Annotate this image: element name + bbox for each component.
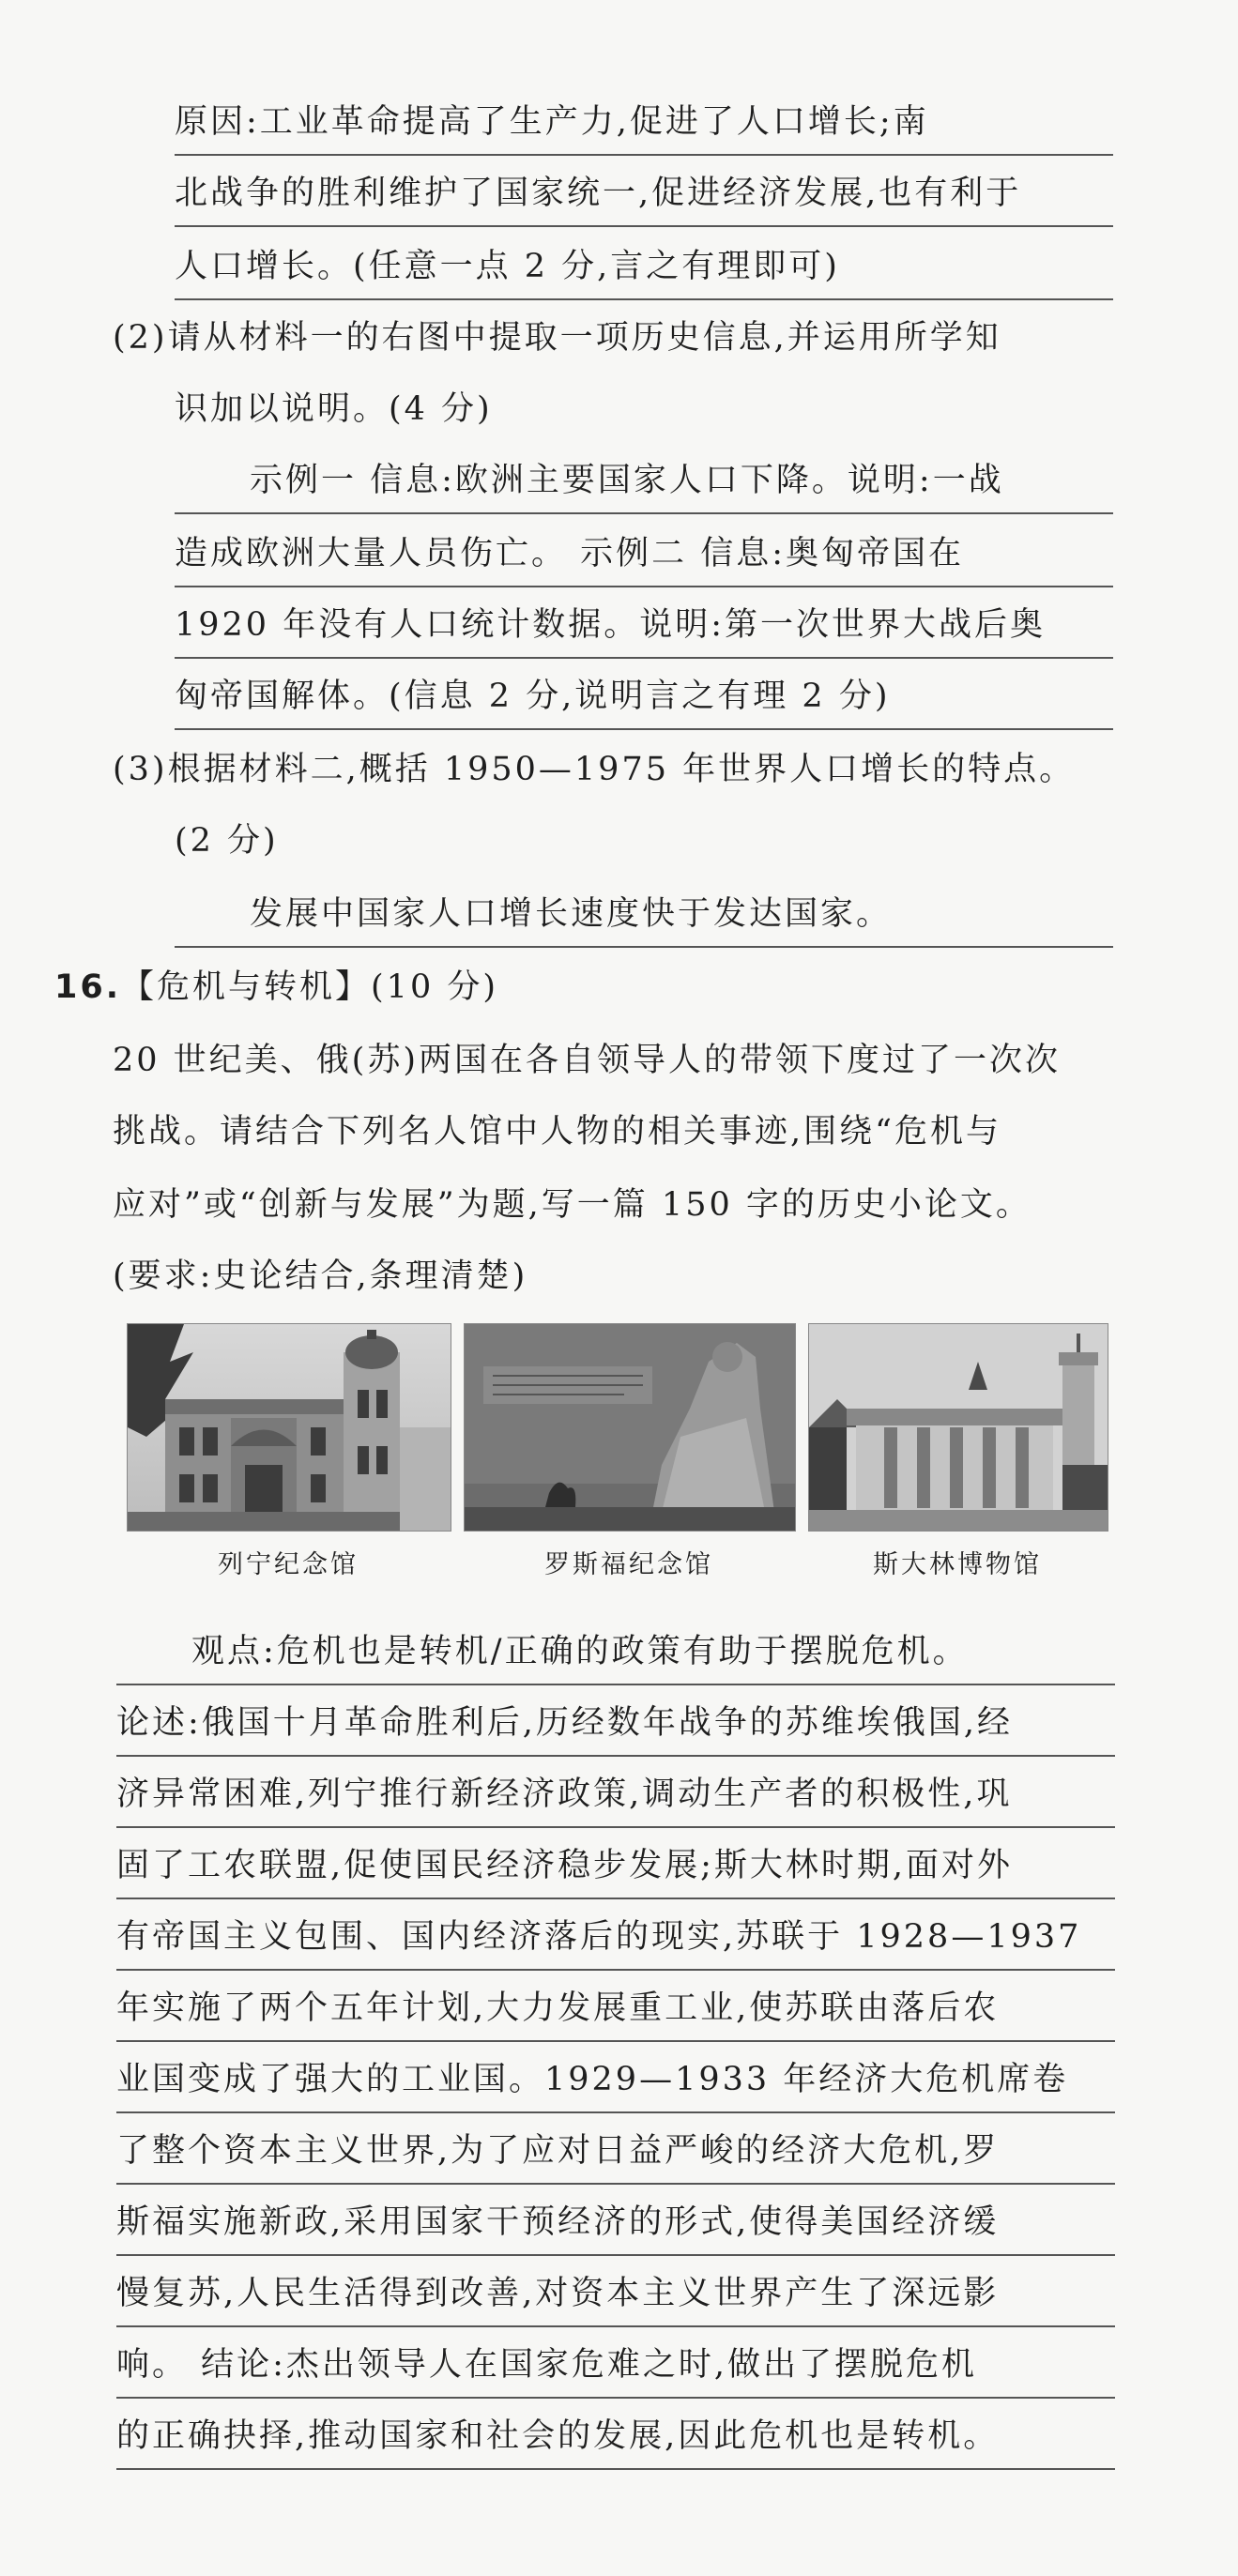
caption-roosevelt-memorial: 罗斯福纪念馆	[544, 1550, 713, 1579]
q16-answer-line-4: 固了工农联盟,促使国民经济稳步发展;斯大林时期,面对外	[116, 1837, 1115, 1899]
caption-lenin-memorial: 列宁纪念馆	[218, 1550, 359, 1579]
q16-answer-line-7: 业国变成了强大的工业国。1929—1933 年经济大危机席卷	[116, 2051, 1115, 2113]
q16-answer-line-5: 有帝国主义包围、国内经济落后的现实,苏联于 1928—1937	[116, 1909, 1115, 1971]
memorial-photos	[123, 1323, 1108, 1595]
lenin-memorial-photo	[127, 1323, 451, 1532]
q16-number: 16.	[54, 968, 122, 1006]
q15-2-answer-line-2: 造成欧洲大量人员伤亡。 示例二 信息:奥匈帝国在	[175, 526, 1113, 587]
q16-answer-line-9: 斯福实施新政,采用国家干预经济的形式,使得美国经济缓	[116, 2194, 1115, 2256]
q16-stem-line-3: 应对”或“创新与发展”为题,写一篇 150 字的历史小论文。	[113, 1186, 1032, 1224]
q16-title: 【危机与转机】	[121, 968, 372, 1006]
q16-answer-line-6: 年实施了两个五年计划,大力发展重工业,使苏联由落后农	[116, 1980, 1115, 2042]
q15-3-stem-line-1: (3)根据材料二,概括 1950—1975 年世界人口增长的特点。	[113, 751, 1076, 788]
q15-reason-line-2: 北战争的胜利维护了国家统一,促进经济发展,也有利于	[175, 165, 1113, 227]
q16-score: (10 分)	[371, 968, 499, 1006]
q15-reason-line-3: 人口增长。(任意一点 2 分,言之有理即可)	[175, 238, 1113, 300]
q15-2-answer-line-4: 匈帝国解体。(信息 2 分,说明言之有理 2 分)	[175, 668, 1113, 730]
q15-2-stem-line-1: (2)请从材料一的右图中提取一项历史信息,并运用所学知	[113, 319, 1001, 357]
q15-3-answer: 发展中国家人口增长速度快于发达国家。	[175, 886, 1113, 948]
roosevelt-memorial-photo	[464, 1323, 796, 1532]
q15-2-stem-line-2: 识加以说明。(4 分)	[175, 390, 493, 428]
q15-2-answer-line-3: 1920 年没有人口统计数据。说明:第一次世界大战后奥	[175, 597, 1113, 659]
q15-2-answer-line-1: 示例一 信息:欧洲主要国家人口下降。说明:一战	[175, 452, 1113, 514]
q16-answer-line-1: 观点:危机也是转机/正确的政策有助于摆脱危机。	[116, 1623, 1115, 1685]
q16-header	[54, 959, 498, 1019]
q16-stem-line-4: (要求:史论结合,条理清楚)	[113, 1258, 528, 1295]
q16-answer-line-10: 慢复苏,人民生活得到改善,对资本主义世界产生了深远影	[116, 2265, 1115, 2327]
q16-answer-line-11: 响。 结论:杰出领导人在国家危难之时,做出了摆脱危机	[116, 2337, 1115, 2399]
q15-3-stem-line-2: (2 分)	[175, 822, 279, 860]
q16-answer-line-3: 济异常困难,列宁推行新经济政策,调动生产者的积极性,巩	[116, 1766, 1115, 1828]
q16-answer-line-2: 论述:俄国十月革命胜利后,历经数年战争的苏维埃俄国,经	[116, 1695, 1115, 1757]
q15-reason-line-1: 原因:工业革命提高了生产力,促进了人口增长;南	[175, 94, 1113, 156]
q16-stem-line-2: 挑战。请结合下列名人馆中人物的相关事迹,围绕“危机与	[113, 1113, 1002, 1151]
stalin-museum-photo	[808, 1323, 1108, 1532]
caption-stalin-museum: 斯大林博物馆	[873, 1550, 1042, 1579]
q16-answer-line-12: 的正确抉择,推动国家和社会的发展,因此危机也是转机。	[116, 2408, 1115, 2470]
q16-stem-line-1: 20 世纪美、俄(苏)两国在各自领导人的带领下度过了一次次	[113, 1042, 1061, 1079]
q16-answer-line-8: 了整个资本主义世界,为了应对日益严峻的经济大危机,罗	[116, 2123, 1115, 2185]
